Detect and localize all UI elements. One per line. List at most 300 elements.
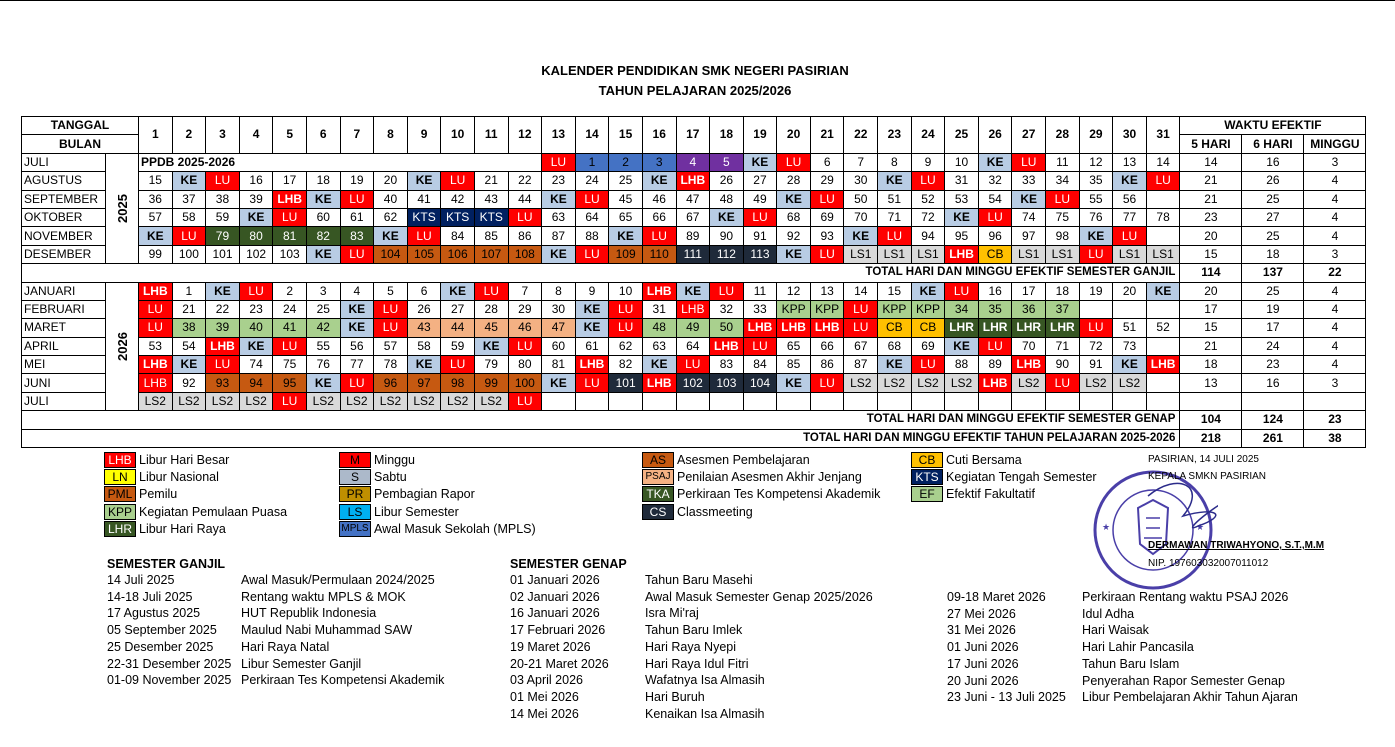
- day-cell: 44: [441, 319, 475, 337]
- day-cell: 6: [810, 153, 844, 171]
- day-cell: [1079, 392, 1113, 410]
- day-cell: KE: [609, 227, 643, 245]
- day-cell: KE: [407, 356, 441, 374]
- day-cell: [710, 392, 744, 410]
- total-ganjil-value: 137: [1242, 264, 1304, 282]
- day-cell: 72: [911, 208, 945, 226]
- day-cell: LHB: [139, 282, 173, 300]
- day-cell: KE: [374, 227, 408, 245]
- legend-label: Efektif Fakultatif: [946, 487, 1035, 502]
- day-cell: KE: [844, 227, 878, 245]
- legend-item: [339, 451, 415, 468]
- day-cell: LHB: [1012, 356, 1046, 374]
- effective-value: 18: [1242, 245, 1304, 263]
- day-cell: 28: [474, 300, 508, 318]
- day-cell: 37: [1046, 300, 1080, 318]
- legend-label: Pembagian Rapor: [374, 487, 475, 502]
- day-cell: LHB: [642, 374, 676, 392]
- event-date: 27 Mei 2026: [947, 606, 1016, 621]
- legend-item: [642, 503, 753, 520]
- day-cell: 72: [1079, 337, 1113, 355]
- effective-value: 26: [1242, 172, 1304, 190]
- day-cell: 108: [508, 245, 542, 263]
- day-cell: LS2: [139, 392, 173, 410]
- day-cell: KE: [1079, 227, 1113, 245]
- total-tahun-value: 261: [1242, 429, 1304, 447]
- month-row: [22, 300, 1366, 318]
- legend-label: Minggu: [374, 452, 415, 467]
- legend-item: [642, 486, 880, 503]
- day-cell: 78: [1146, 208, 1180, 226]
- day-cell: KE: [710, 208, 744, 226]
- day-cell: 69: [911, 337, 945, 355]
- legend-item: [104, 503, 287, 520]
- day-cell: 18: [306, 172, 340, 190]
- signature-name: DERMAWAN TRIWAHYONO, S.T.,M.M: [1148, 540, 1325, 551]
- header-eff-col: 5 HARI: [1180, 135, 1242, 153]
- event-description: Hari Raya Nyepi: [645, 639, 737, 654]
- day-cell: 29: [508, 300, 542, 318]
- day-cell: 32: [978, 172, 1012, 190]
- day-cell: LU: [374, 319, 408, 337]
- legend-swatch: LN: [104, 469, 136, 485]
- day-cell: 35: [1079, 172, 1113, 190]
- day-cell: 44: [508, 190, 542, 208]
- day-cell: LHB: [139, 356, 173, 374]
- event-date: 03 April 2026: [510, 673, 583, 688]
- day-cell: LU: [609, 300, 643, 318]
- day-cell: LU: [642, 227, 676, 245]
- day-cell: LU: [139, 300, 173, 318]
- effective-value: 3: [1304, 153, 1366, 171]
- event-description: Isra Mi'raj: [645, 606, 699, 621]
- day-cell: LS2: [441, 392, 475, 410]
- event-date: 20 Juni 2026: [947, 673, 1019, 688]
- day-cell: [978, 392, 1012, 410]
- header-day: 15: [609, 117, 643, 154]
- day-cell: [1146, 300, 1180, 318]
- header-day: 7: [340, 117, 374, 154]
- day-cell: KE: [542, 374, 576, 392]
- day-cell: KE: [172, 356, 206, 374]
- event-date: 14 Mei 2026: [510, 706, 579, 721]
- day-cell: LHR: [945, 319, 979, 337]
- day-cell: [945, 392, 979, 410]
- effective-value: 16: [1242, 374, 1304, 392]
- day-cell: LU: [206, 172, 240, 190]
- day-cell: 102: [676, 374, 710, 392]
- school-stamp: [1088, 466, 1218, 594]
- day-cell: LU: [441, 356, 475, 374]
- day-cell: 104: [374, 245, 408, 263]
- day-cell: 111: [676, 245, 710, 263]
- effective-value: 24: [1242, 337, 1304, 355]
- day-cell: 33: [743, 300, 777, 318]
- day-cell: 77: [1113, 208, 1147, 226]
- event-date: 17 Juni 2026: [947, 656, 1019, 671]
- day-cell: LU: [273, 208, 307, 226]
- day-cell: KE: [306, 245, 340, 263]
- day-cell: 34: [1046, 172, 1080, 190]
- header-day: 22: [844, 117, 878, 154]
- day-cell: LHB: [1146, 356, 1180, 374]
- effective-value: 21: [1180, 337, 1242, 355]
- day-cell: LU: [844, 319, 878, 337]
- header-day: 2: [172, 117, 206, 154]
- header-eff-col: 6 HARI: [1242, 135, 1304, 153]
- day-cell: 79: [474, 356, 508, 374]
- day-cell: 57: [374, 337, 408, 355]
- legend-swatch: EF: [911, 486, 943, 502]
- day-cell: 15: [139, 172, 173, 190]
- day-cell: LHB: [710, 337, 744, 355]
- effective-value: 16: [1242, 153, 1304, 171]
- day-cell: 70: [1012, 337, 1046, 355]
- day-cell: [844, 392, 878, 410]
- day-cell: [642, 392, 676, 410]
- header-day: 21: [810, 117, 844, 154]
- event-description: Hari Buruh: [645, 689, 705, 704]
- day-cell: LHR: [978, 319, 1012, 337]
- effective-value: 17: [1180, 300, 1242, 318]
- legend-item: [642, 468, 862, 485]
- day-cell: LU: [172, 227, 206, 245]
- day-cell: 26: [407, 300, 441, 318]
- legend-label: Perkiraan Tes Kompetensi Akademik: [677, 487, 881, 502]
- day-cell: 106: [441, 245, 475, 263]
- event-date: 23 Juni - 13 Juli 2025: [947, 690, 1066, 705]
- legend-swatch: KTS: [911, 469, 943, 485]
- day-cell: 33: [1012, 172, 1046, 190]
- day-cell: LU: [810, 374, 844, 392]
- header-day: 4: [239, 117, 273, 154]
- day-cell: KE: [676, 282, 710, 300]
- day-cell: 17: [1012, 282, 1046, 300]
- day-cell: 63: [642, 337, 676, 355]
- day-cell: 30: [542, 300, 576, 318]
- day-cell: [676, 392, 710, 410]
- legend-label: Asesmen Pembelajaran: [677, 452, 810, 467]
- day-cell: KE: [407, 172, 441, 190]
- total-ganjil-value: 114: [1180, 264, 1242, 282]
- day-cell: LU: [911, 356, 945, 374]
- event-date: 14-18 Juli 2025: [107, 589, 193, 604]
- day-cell: KE: [441, 282, 475, 300]
- event-description: Wafatnya Isa Almasih: [645, 673, 765, 688]
- day-cell: KE: [1012, 190, 1046, 208]
- day-cell: [1012, 392, 1046, 410]
- month-name: JANUARI: [22, 282, 106, 300]
- month-row: [22, 392, 1366, 410]
- day-cell: 107: [474, 245, 508, 263]
- effective-value: [1304, 392, 1366, 410]
- day-cell: 75: [1046, 208, 1080, 226]
- legend-swatch: AS: [642, 452, 674, 468]
- day-cell: KE: [911, 282, 945, 300]
- day-cell: [1113, 392, 1147, 410]
- day-cell: 10: [945, 153, 979, 171]
- day-cell: 22: [508, 172, 542, 190]
- day-cell: KE: [743, 153, 777, 171]
- day-cell: [542, 392, 576, 410]
- day-cell: LHR: [1046, 319, 1080, 337]
- day-cell: 97: [1012, 227, 1046, 245]
- day-cell: 43: [407, 319, 441, 337]
- event-date: 17 Februari 2026: [510, 623, 606, 638]
- day-cell: 55: [1079, 190, 1113, 208]
- day-cell: 19: [340, 172, 374, 190]
- day-cell: LU: [575, 245, 609, 263]
- day-cell: 16: [978, 282, 1012, 300]
- ganjil-heading: SEMESTER GANJIL: [107, 557, 226, 571]
- event-description: HUT Republik Indonesia: [241, 606, 377, 621]
- day-cell: 27: [441, 300, 475, 318]
- day-cell: 52: [1146, 319, 1180, 337]
- header-eff-col: MINGGU: [1304, 135, 1366, 153]
- day-cell: 34: [945, 300, 979, 318]
- day-cell: KPP: [911, 300, 945, 318]
- legend-item: [911, 468, 1097, 485]
- day-cell: 64: [676, 337, 710, 355]
- day-cell: [743, 392, 777, 410]
- header-day: 26: [978, 117, 1012, 154]
- day-cell: [1146, 227, 1180, 245]
- day-cell: LS1: [911, 245, 945, 263]
- day-cell: 42: [441, 190, 475, 208]
- day-cell: 76: [306, 356, 340, 374]
- header-day: 27: [1012, 117, 1046, 154]
- month-row: [22, 245, 1366, 263]
- legend-swatch: KPP: [104, 504, 136, 520]
- effective-value: 27: [1242, 208, 1304, 226]
- day-cell: LU: [441, 172, 475, 190]
- day-cell: 46: [642, 190, 676, 208]
- legend-item: [104, 468, 219, 485]
- day-cell: LS2: [878, 374, 912, 392]
- month-name: AGUSTUS: [22, 172, 106, 190]
- year-label: [106, 282, 139, 411]
- day-cell: KE: [474, 337, 508, 355]
- effective-value: 3: [1304, 374, 1366, 392]
- day-cell: 79: [206, 227, 240, 245]
- day-cell: [1146, 374, 1180, 392]
- day-cell: LS2: [306, 392, 340, 410]
- day-cell: 51: [878, 190, 912, 208]
- svg-text:★: ★: [1196, 522, 1205, 532]
- event-description: Perkiraan Rentang waktu PSAJ 2026: [1082, 590, 1289, 604]
- day-cell: 13: [810, 282, 844, 300]
- day-cell: KPP: [777, 300, 811, 318]
- day-cell: 95: [945, 227, 979, 245]
- day-cell: 96: [978, 227, 1012, 245]
- day-cell: LS2: [945, 374, 979, 392]
- day-cell: LU: [978, 337, 1012, 355]
- event-description: Tahun Baru Imlek: [645, 623, 743, 638]
- day-cell: 93: [206, 374, 240, 392]
- day-cell: 24: [273, 300, 307, 318]
- day-cell: 92: [777, 227, 811, 245]
- day-cell: LHB: [676, 300, 710, 318]
- header-bulan: BULAN: [22, 135, 139, 153]
- day-cell: 81: [273, 227, 307, 245]
- day-cell: 74: [239, 356, 273, 374]
- legend-swatch: MPLS: [339, 521, 371, 537]
- day-cell: KPP: [878, 300, 912, 318]
- event-description: Hari Lahir Pancasila: [1082, 640, 1194, 655]
- legend-label: Pemilu: [139, 487, 178, 502]
- day-cell: 23: [239, 300, 273, 318]
- header-day: 24: [911, 117, 945, 154]
- event-date: 16 Januari 2026: [510, 606, 600, 621]
- effective-value: [1242, 392, 1304, 410]
- total-genap-label: TOTAL HARI DAN MINGGU EFEKTIF SEMESTER GENAP: [22, 411, 1180, 429]
- day-cell: KE: [306, 374, 340, 392]
- header-day: 28: [1046, 117, 1080, 154]
- month-name: OKTOBER: [22, 208, 106, 226]
- day-cell: 50: [710, 319, 744, 337]
- event-description: Maulud Nabi Muhammad SAW: [241, 623, 413, 638]
- legend-item: [911, 486, 1035, 503]
- day-cell: LU: [139, 319, 173, 337]
- day-cell: KE: [206, 282, 240, 300]
- day-cell: KTS: [441, 208, 475, 226]
- month-row: [22, 227, 1366, 245]
- event-date: 01 Mei 2026: [510, 689, 579, 704]
- legend-label: Libur Hari Besar: [139, 452, 230, 467]
- effective-value: 20: [1180, 227, 1242, 245]
- day-cell: 98: [441, 374, 475, 392]
- day-cell: LS1: [1012, 245, 1046, 263]
- header-day: 11: [474, 117, 508, 154]
- day-cell: 20: [1113, 282, 1147, 300]
- event-date: 09-18 Maret 2026: [947, 590, 1046, 604]
- legend-label: Kegiatan Tengah Semester: [946, 469, 1097, 484]
- header-day: 25: [945, 117, 979, 154]
- day-cell: LU: [340, 245, 374, 263]
- event-description: Libur Pembelajaran Akhir Tahun Ajaran: [1082, 690, 1298, 705]
- effective-value: 13: [1180, 374, 1242, 392]
- day-cell: [911, 392, 945, 410]
- legend-item: [339, 468, 407, 485]
- day-cell: KE: [575, 319, 609, 337]
- event-date: 14 Juli 2025: [107, 573, 175, 587]
- day-cell: 47: [676, 190, 710, 208]
- day-cell: 66: [642, 208, 676, 226]
- page-title: KALENDER PENDIDIKAN SMK NEGERI PASIRIAN: [541, 63, 849, 78]
- header-day: 6: [306, 117, 340, 154]
- legend-label: Awal Masuk Sekolah (MPLS): [374, 522, 536, 537]
- header-day: 10: [441, 117, 475, 154]
- day-cell: [810, 392, 844, 410]
- signature-role: KEPALA SMKN PASIRIAN: [1148, 471, 1267, 482]
- effective-value: 17: [1242, 319, 1304, 337]
- day-cell: CB: [911, 319, 945, 337]
- day-cell: LU: [743, 337, 777, 355]
- day-cell: LU: [945, 282, 979, 300]
- day-cell: LU: [810, 245, 844, 263]
- day-cell: [575, 392, 609, 410]
- day-cell: 36: [1012, 300, 1046, 318]
- day-cell: 32: [710, 300, 744, 318]
- day-cell: 50: [844, 190, 878, 208]
- day-cell: 77: [340, 356, 374, 374]
- day-cell: 91: [743, 227, 777, 245]
- day-cell: 93: [810, 227, 844, 245]
- day-cell: 45: [609, 190, 643, 208]
- header-day: 31: [1146, 117, 1180, 154]
- day-cell: 48: [710, 190, 744, 208]
- day-cell: 63: [542, 208, 576, 226]
- event-description: Libur Semester Ganjil: [241, 656, 362, 671]
- day-cell: 99: [474, 374, 508, 392]
- event-description: Hari Raya Idul Fitri: [645, 656, 749, 671]
- day-cell: 8: [878, 153, 912, 171]
- day-cell: 18: [1046, 282, 1080, 300]
- day-cell: 29: [810, 172, 844, 190]
- day-cell: LHB: [139, 374, 173, 392]
- day-cell: 60: [306, 208, 340, 226]
- effective-value: 4: [1304, 172, 1366, 190]
- day-cell: KE: [1146, 282, 1180, 300]
- day-cell: LU: [508, 392, 542, 410]
- effective-value: 4: [1304, 190, 1366, 208]
- day-cell: KE: [1113, 172, 1147, 190]
- legend-label: Kegiatan Pemulaan Puasa: [139, 504, 288, 519]
- day-cell: LU: [1046, 190, 1080, 208]
- day-cell: 49: [676, 319, 710, 337]
- legend-label: Penilaian Asesmen Akhir Jenjang: [677, 469, 862, 484]
- month-row: [22, 356, 1366, 374]
- day-cell: LU: [911, 172, 945, 190]
- day-cell: 99: [139, 245, 173, 263]
- day-cell: KPP: [810, 300, 844, 318]
- day-cell: LHB: [642, 282, 676, 300]
- event-description: Awal Masuk Semester Genap 2025/2026: [645, 589, 873, 604]
- day-cell: 55: [306, 337, 340, 355]
- legend-label: Libur Hari Raya: [139, 522, 226, 537]
- day-cell: LU: [1012, 153, 1046, 171]
- day-cell: LHB: [945, 245, 979, 263]
- day-cell: LS2: [239, 392, 273, 410]
- event-description: Awal Masuk/Permulaan 2024/2025: [241, 573, 435, 587]
- legend-swatch: S: [339, 469, 371, 485]
- month-row: [22, 153, 1366, 171]
- day-cell: 40: [374, 190, 408, 208]
- effective-value: 15: [1180, 319, 1242, 337]
- day-cell: 31: [945, 172, 979, 190]
- day-cell: 59: [206, 208, 240, 226]
- day-cell: LS1: [844, 245, 878, 263]
- day-cell: LU: [542, 153, 576, 171]
- day-cell: [878, 392, 912, 410]
- day-cell: LS2: [340, 392, 374, 410]
- day-cell: 102: [239, 245, 273, 263]
- total-ganjil-label: TOTAL HARI DAN MINGGU EFEKTIF SEMESTER GANJIL: [22, 264, 1180, 282]
- legend-swatch: TKA: [642, 486, 674, 502]
- event-date: 25 Desember 2025: [107, 639, 214, 654]
- day-cell: LU: [575, 190, 609, 208]
- day-cell: 86: [810, 356, 844, 374]
- day-cell: 88: [945, 356, 979, 374]
- month-row: [22, 190, 1366, 208]
- day-cell: 25: [609, 172, 643, 190]
- effective-value: 4: [1304, 282, 1366, 300]
- legend-label: Cuti Bersama: [946, 452, 1022, 467]
- day-cell: 1: [172, 282, 206, 300]
- day-cell: LHB: [810, 319, 844, 337]
- day-cell: 52: [911, 190, 945, 208]
- day-cell: KE: [878, 172, 912, 190]
